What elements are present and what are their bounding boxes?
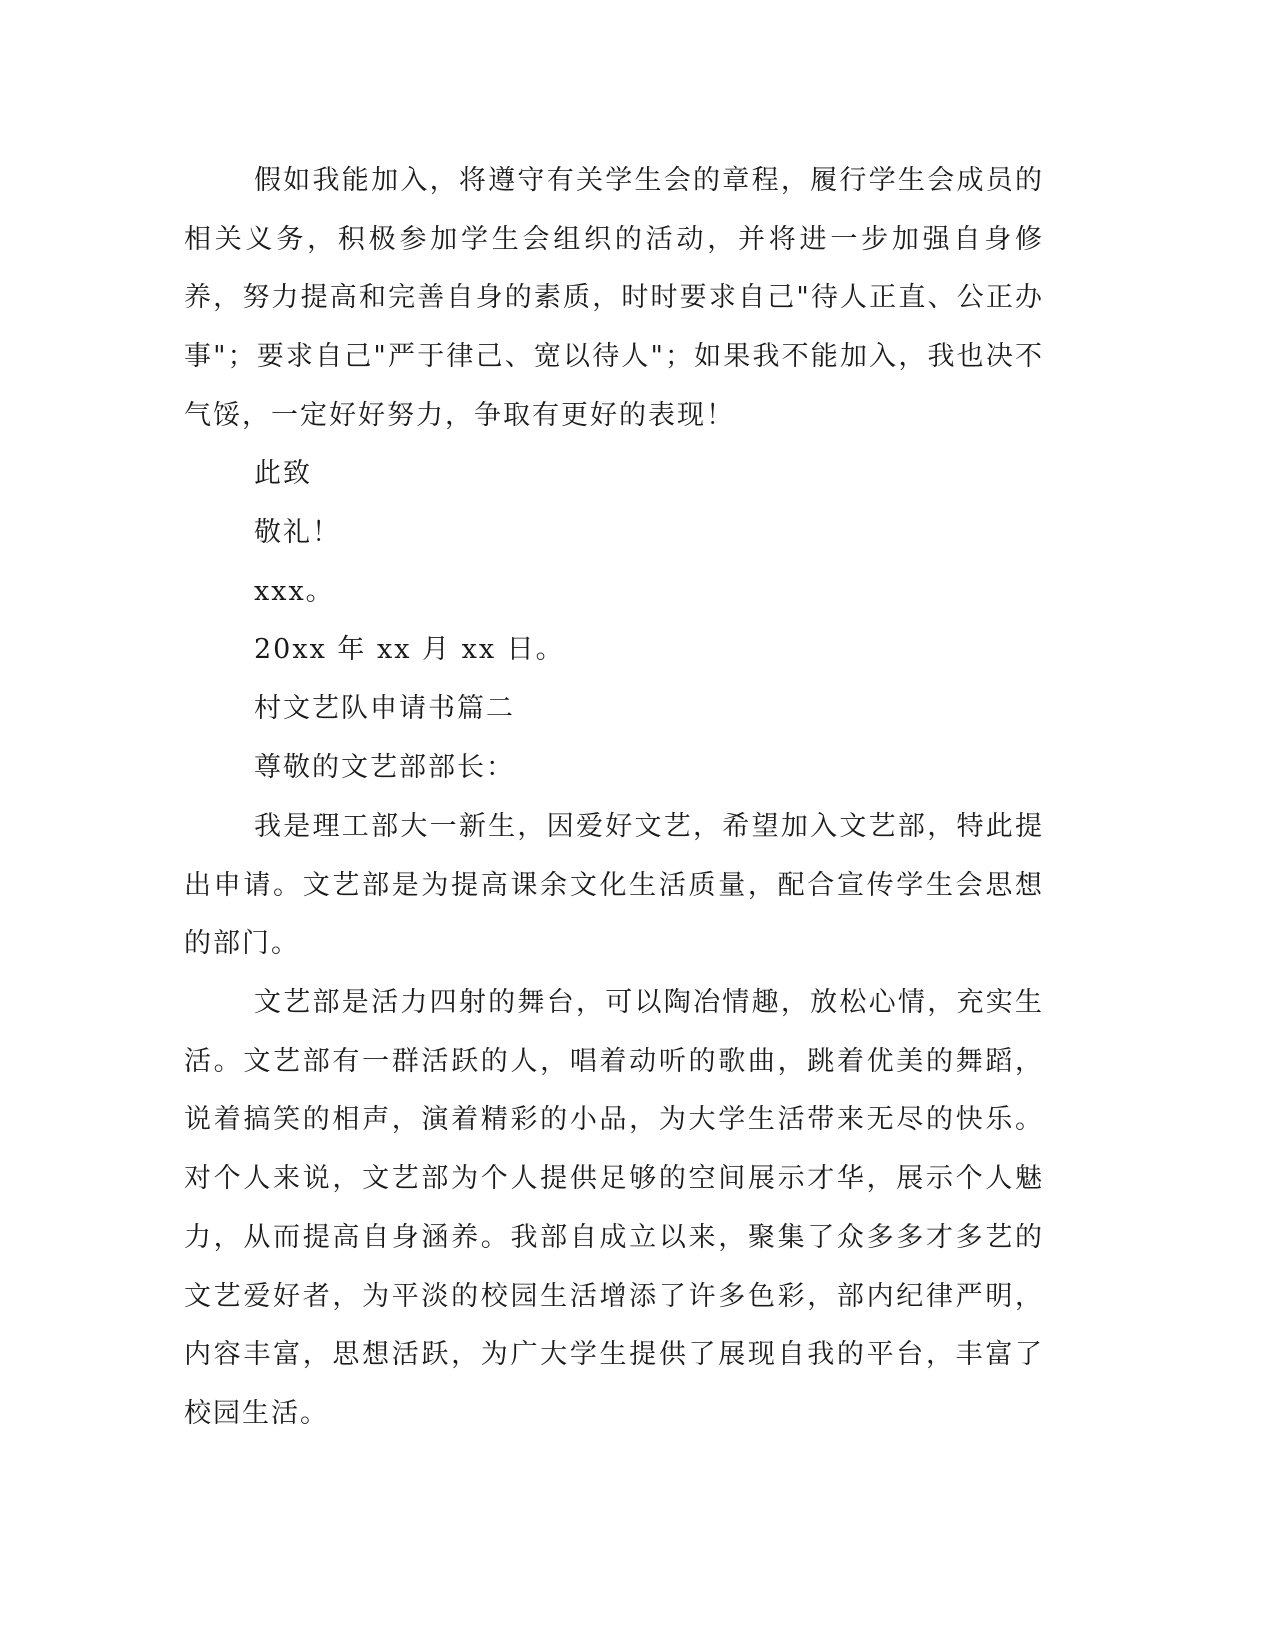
paragraph-department-description: 文艺部是活力四射的舞台，可以陶冶情趣，放松心情，充实生活。文艺部有一群活跃的人，唱着动听的歌曲，跳着优美的舞蹈，说着搞笑的相声，演着精彩的小品，为大学生活带来无尽的快乐。对个人来说，文艺部为个人提供足够的空间展示才华，展示个人魅力，从而提高自身涵养。我部自成立以来，聚集了众多多才多艺的文艺爱好者，为平淡的校园生活增添了许多色彩，部内纪律严明，内容丰富，思想活跃，为广大学生提供了展现自我的平台，丰富了校园生活。: [184, 987, 1044, 1429]
section-title: 村文艺队申请书篇二: [254, 693, 515, 724]
salutation: 尊敬的文艺部部长：: [254, 752, 515, 783]
date-line: 20xx 年 xx 月 xx 日。: [254, 634, 565, 665]
paragraph-application-intro: 我是理工部大一新生，因爱好文艺，希望加入文艺部，特此提出申请。文艺部是为提高课余文化生活质量，配合宣传学生会思想的部门。: [184, 811, 1044, 960]
closing-salutation: 此致: [254, 458, 312, 489]
paragraph-membership-pledge: 假如我能加入，将遵守有关学生会的章程，履行学生会成员的相关义务，积极参加学生会组织的活动，并将进一步加强自身修养，努力提高和完善自身的素质，时时要求自己"待人正直、公正办事"；要求自己"严于律己、宽以待人"；如果我不能加入，我也决不气馁，一定好好努力，争取有更好的表现！: [184, 165, 1044, 431]
signature: xxx。: [254, 576, 335, 607]
closing-regards: 敬礼！: [254, 517, 341, 548]
